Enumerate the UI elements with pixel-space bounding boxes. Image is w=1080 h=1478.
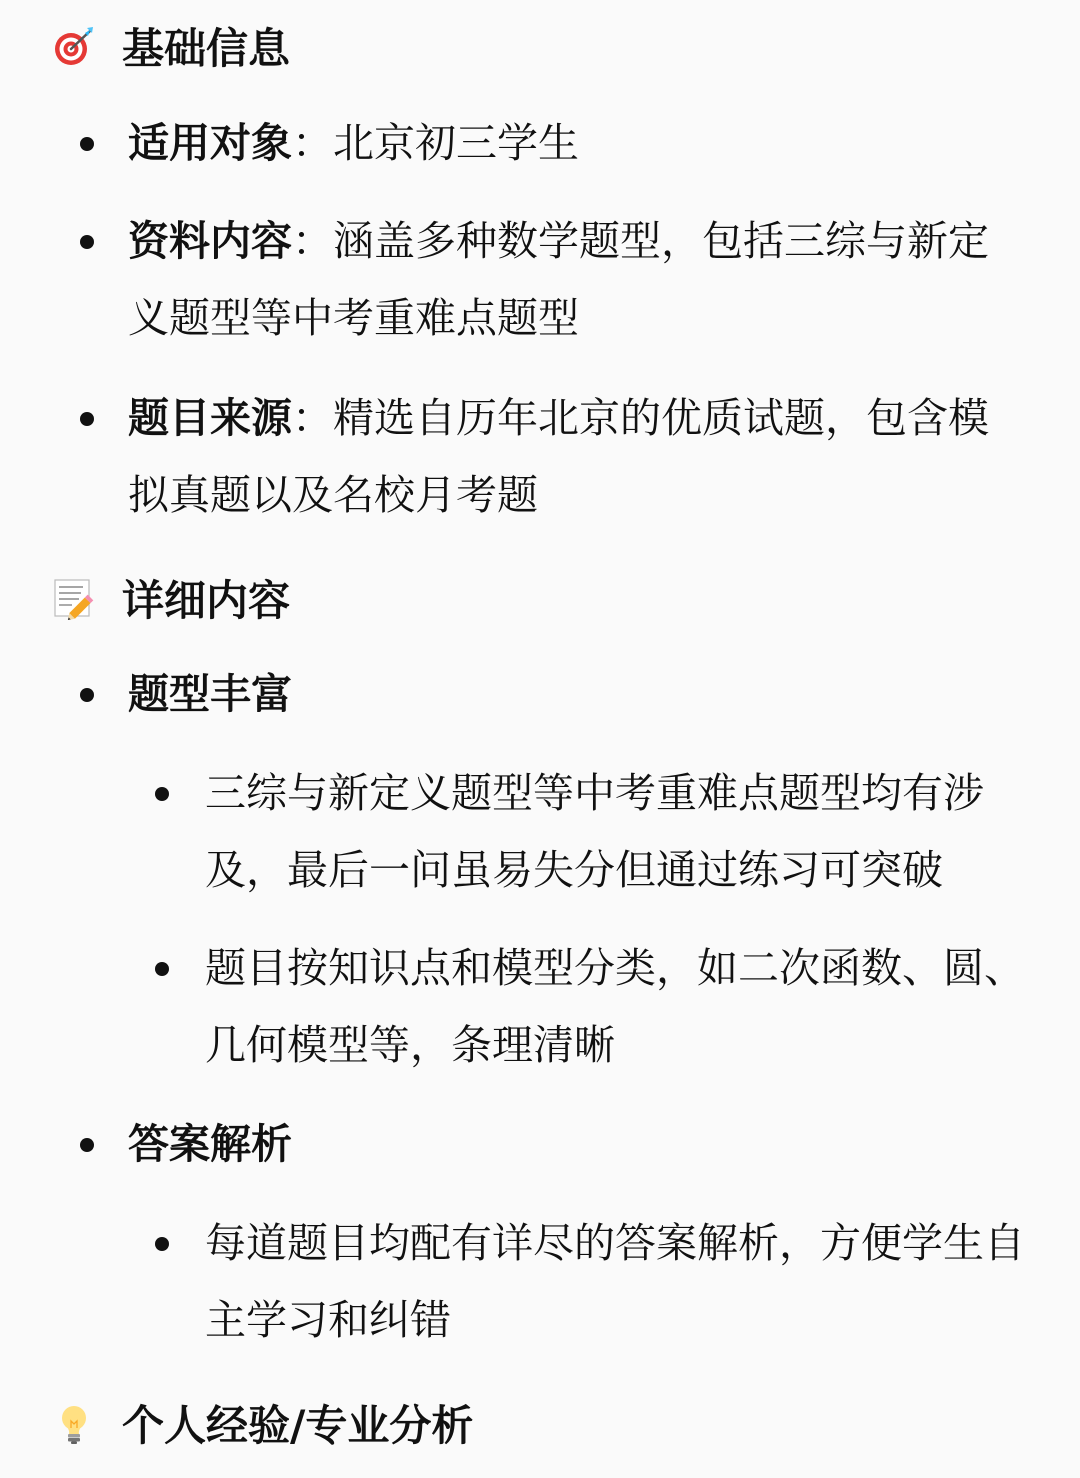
sub-item-text: 三综与新定义题型等中考重难点题型均有涉及，最后一问虽易失分但通过练习可突破 xyxy=(205,769,984,894)
list-item-content xyxy=(128,203,1028,357)
item-term: 答案解析 xyxy=(128,1120,292,1168)
list-item-audience xyxy=(128,105,1028,182)
bullet-dot xyxy=(80,137,94,151)
list-item-question-types xyxy=(128,656,1028,733)
item-text: 涵盖多种数学题型，包括三综与新定义题型等中考重难点题型 xyxy=(128,217,989,342)
sub-list-item xyxy=(205,930,1055,1084)
item-term: 资料内容 xyxy=(128,217,292,265)
item-term: 题型丰富 xyxy=(128,670,292,718)
sub-item-text: 题目按知识点和模型分类，如二次函数、圆、几何模型等，条理清晰 xyxy=(205,944,1025,1069)
bullet-dot xyxy=(155,1237,169,1251)
bullet-dot xyxy=(155,787,169,801)
bullet-dot xyxy=(80,235,94,249)
sub-item-text: 每道题目均配有详尽的答案解析，方便学生自主学习和纠错 xyxy=(205,1219,1025,1344)
bullet-dot xyxy=(80,1138,94,1152)
section-title: 详细内容 xyxy=(122,576,291,625)
section-title: 基础信息 xyxy=(122,24,291,73)
bullet-dot xyxy=(155,962,169,976)
item-colon: ： xyxy=(292,217,333,265)
list-item-answer-analysis xyxy=(128,1106,1028,1183)
bullet-dot xyxy=(80,412,94,426)
item-text: 精选自历年北京的优质试题，包含模拟真题以及名校月考题 xyxy=(128,394,989,519)
bullet-dot xyxy=(80,688,94,702)
memo-pencil-icon xyxy=(52,576,96,620)
section-heading-analysis xyxy=(52,1393,473,1453)
section-heading-basic-info xyxy=(52,16,290,76)
light-bulb-icon xyxy=(52,1401,96,1445)
item-colon: ： xyxy=(292,119,333,167)
item-colon: ： xyxy=(292,394,333,442)
section-title: 个人经验/专业分析 xyxy=(122,1401,474,1450)
section-heading-details xyxy=(52,568,290,628)
sub-list-item xyxy=(205,755,1055,909)
item-text: 北京初三学生 xyxy=(333,119,579,167)
dart-target-icon xyxy=(52,24,96,68)
sub-list-item xyxy=(205,1205,1055,1359)
list-item-source xyxy=(128,380,1028,534)
item-term: 题目来源 xyxy=(128,394,292,442)
item-term: 适用对象 xyxy=(128,119,292,167)
